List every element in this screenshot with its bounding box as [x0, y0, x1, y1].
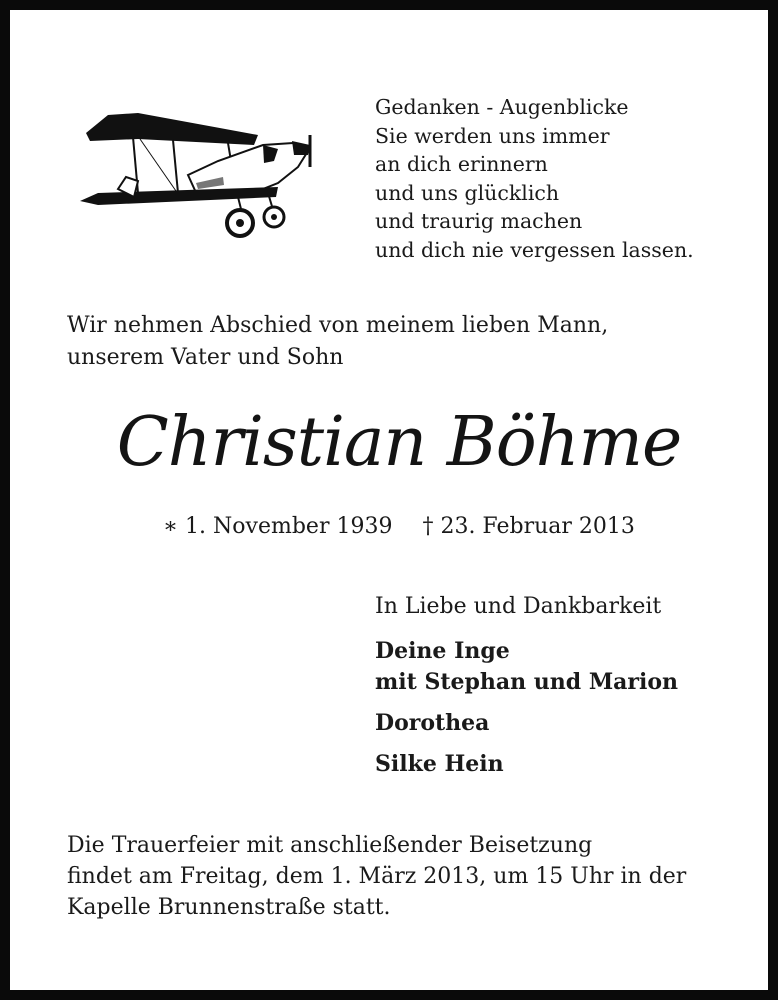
- poem-line: und traurig machen: [375, 209, 583, 233]
- notice-line: Kapelle Brunnenstraße statt.: [67, 895, 391, 920]
- mourner-group: [375, 749, 678, 780]
- farewell-text: [67, 310, 731, 374]
- poem-line: Gedanken - Augenblicke: [375, 95, 629, 119]
- memorial-poem: [375, 93, 755, 264]
- mourners-list: [375, 636, 678, 790]
- poem-line: und uns glücklich: [375, 180, 560, 205]
- mourner-group: [375, 708, 678, 739]
- poem-line: Sie werden uns immer: [375, 123, 610, 148]
- mourner-name: mit Stephan und Marion: [375, 669, 679, 695]
- funeral-notice: [67, 830, 731, 923]
- notice-line: Die Trauerfeier mit anschließender Beisetzung: [67, 833, 593, 858]
- farewell-line-2: unserem Vater und Sohn: [67, 345, 344, 370]
- deceased-name: Christian Böhme: [116, 403, 682, 482]
- death-date: † 23. Februar 2013: [422, 514, 635, 539]
- birth-date: ∗ 1. November 1939: [163, 514, 393, 539]
- farewell-line-1: Wir nehmen Abschied von meinem lieben Mann,: [67, 313, 609, 338]
- life-dates: [10, 512, 778, 542]
- poem-line: an dich erinnern: [375, 152, 548, 176]
- thanks-line: In Liebe und Dankbarkeit: [375, 594, 662, 619]
- notice-line: findet am Freitag, dem 1. März 2013, um 15 Uhr in der: [67, 864, 687, 889]
- mourner-name: Silke Hein: [375, 751, 504, 777]
- poem-line: und dich nie vergessen lassen.: [375, 237, 694, 262]
- mourner-name: Dorothea: [375, 710, 490, 736]
- mourner-name: Deine Inge: [375, 638, 510, 664]
- mourner-group: [375, 636, 678, 698]
- biplane-icon: [78, 105, 313, 240]
